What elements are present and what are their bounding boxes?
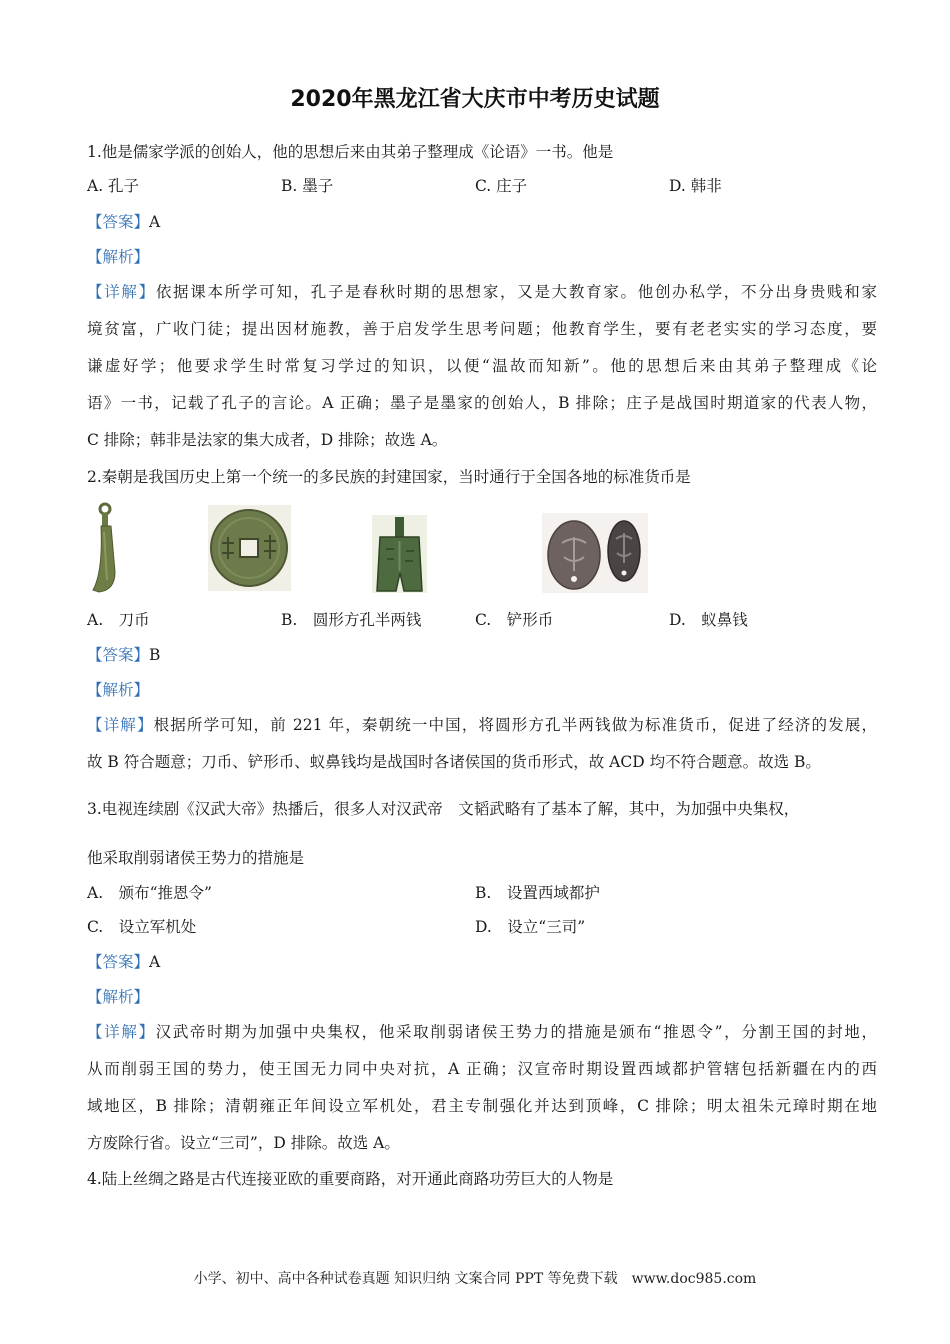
question-2: 2.秦朝是我国历史上第一个统一的多民族的封建国家，当时通行于全国各地的标准货币是 xyxy=(87,468,691,486)
page-footer: 小学、初中、高中各种试卷真题 知识归纳 文案合同 PPT 等免费下载 www.doc985.com xyxy=(193,1271,757,1287)
q3-analysis xyxy=(87,986,877,1008)
analysis-label: 【解析】 xyxy=(87,988,150,1006)
q1-detail-line-1 xyxy=(87,281,877,303)
q1-option-b: B. 墨子 xyxy=(281,177,334,195)
question-3-line-2: 他采取削弱诸侯王势力的措施是 xyxy=(87,849,305,867)
q1-detail-line-5: C 排除；韩非是法家的集大成者，D 排除；故选 A。 xyxy=(87,431,448,449)
q2-option-a: A. 刀币 xyxy=(87,611,150,629)
q2-detail-line-1 xyxy=(87,714,877,736)
q3-detail-line-2: 从而削弱王国的势力，使王国无力同中央对抗，A 正确；汉宣帝时期设置西域都护管辖包括新疆在内的西 xyxy=(87,1060,877,1078)
q3-option-d: D. 设立“三司” xyxy=(475,918,586,936)
q3-option-b: B. 设置西域都护 xyxy=(475,884,600,902)
detail-label: 【详解】 xyxy=(87,1023,156,1041)
question-3-line-1: 3.电视连续剧《汉武大帝》热播后，很多人对汉武帝 文韬武略有了基本了解，其中，为加强中央集权， xyxy=(87,800,800,818)
q1-detail-text-1: 依据课本所学可知，孔子是春秋时期的思想家，又是大教育家。他创办私学，不分出身贵贱和家 xyxy=(155,283,877,301)
detail-label: 【详解】 xyxy=(87,283,156,301)
q1-detail-line-3: 谦虚好学；他要求学生时常复习学过的知识，以便“温故而知新”。他的思想后来由其弟子整理成《论 xyxy=(87,357,877,375)
q1-answer xyxy=(87,211,877,233)
ant-nose-coin-icon xyxy=(542,513,648,593)
q3-detail-line-4: 方废除行省。设立“三司”，D 排除。故选 A。 xyxy=(87,1134,400,1152)
q2-detail-line-2: 故 B 符合题意；刀币、铲形币、蚁鼻钱均是战国时各诸侯国的货币形式，故 ACD 均不符合题意。故选 B。 xyxy=(87,753,821,771)
q1-answer-value: A xyxy=(149,213,161,231)
q2-option-b: B. 圆形方孔半两钱 xyxy=(281,611,422,629)
analysis-label: 【解析】 xyxy=(87,248,150,266)
question-1: 1.他是儒家学派的创始人，他的思想后来由其弟子整理成《论语》一书。他是 xyxy=(87,143,614,161)
q1-option-d: D. 韩非 xyxy=(669,177,722,195)
q2-answer xyxy=(87,644,877,666)
q3-detail-line-1 xyxy=(87,1021,877,1043)
answer-label: 【答案】 xyxy=(87,213,150,231)
answer-label: 【答案】 xyxy=(87,646,150,664)
q3-option-a: A. 颁布“推恩令” xyxy=(87,884,212,902)
q2-analysis xyxy=(87,679,877,701)
q2-option-c: C. 铲形币 xyxy=(475,611,554,629)
q1-detail-line-4: 语》一书，记载了孔子的言论。A 正确；墨子是墨家的创始人，B 排除；庄子是战国时期道家的代表人物， xyxy=(87,394,877,412)
q2-option-d: D. 蚁鼻钱 xyxy=(669,611,748,629)
q3-option-c: C. 设立军机处 xyxy=(87,918,197,936)
q1-detail-line-2: 境贫富，广收门徒；提出因材施教，善于启发学生思考问题；他教育学生，要有老老实实的学习态度，要 xyxy=(87,320,877,338)
q2-detail-text-1: 根据所学可知，前 221 年，秦朝统一中国，将圆形方孔半两钱做为标准货币，促进了经济的发展， xyxy=(153,716,877,734)
q3-detail-line-3: 域地区，B 排除；清朝雍正年间设立军机处，君主专制强化并达到顶峰，C 排除；明太祖朱元璋时期在地 xyxy=(87,1097,877,1115)
answer-label: 【答案】 xyxy=(87,953,150,971)
q1-analysis xyxy=(87,246,877,268)
spade-coin-icon xyxy=(372,515,427,593)
q3-answer xyxy=(87,951,877,973)
q3-detail-text-1: 汉武帝时期为加强中央集权，他采取削弱诸侯王势力的措施是颁布“推恩令”，分割王国的封地， xyxy=(155,1023,877,1041)
q1-option-c: C. 庄子 xyxy=(475,177,528,195)
knife-coin-icon xyxy=(85,502,125,594)
question-4: 4.陆上丝绸之路是古代连接亚欧的重要商路，对开通此商路功劳巨大的人物是 xyxy=(87,1170,614,1188)
banliang-coin-icon xyxy=(208,505,291,591)
analysis-label: 【解析】 xyxy=(87,681,150,699)
page-title: 2020年黑龙江省大庆市中考历史试题 xyxy=(290,87,660,112)
q1-option-a: A. 孔子 xyxy=(87,177,140,195)
q2-answer-value: B xyxy=(149,646,161,664)
q3-answer-value: A xyxy=(149,953,161,971)
detail-label: 【详解】 xyxy=(87,716,154,734)
